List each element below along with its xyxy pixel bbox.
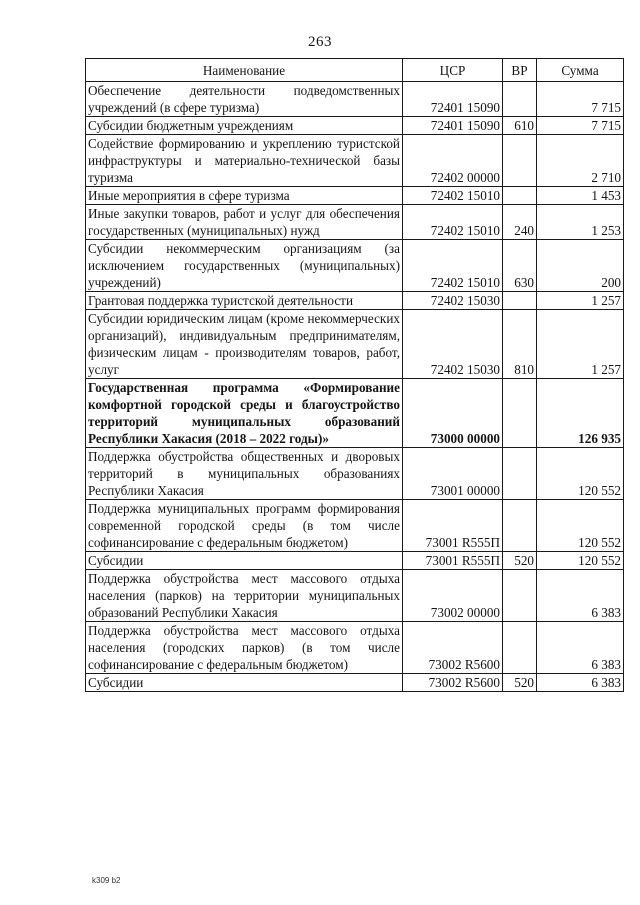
cell-name: Субсидии [86,552,403,570]
cell-csr: 72402 15010 [403,205,503,240]
cell-vr [503,570,537,622]
table-row [86,205,624,240]
cell-csr: 72402 15010 [403,187,503,205]
cell-csr: 73002 R5600 [403,674,503,692]
cell-sum: 6 383 [537,622,624,674]
footer-code: k309 b2 [92,876,121,885]
table-row [86,310,624,379]
cell-csr: 72401 15090 [403,117,503,135]
cell-vr [503,500,537,552]
cell-sum: 120 552 [537,448,624,500]
cell-csr: 72401 15090 [403,82,503,117]
cell-csr: 73001 R555П [403,552,503,570]
table-row [86,500,624,552]
table-row [86,187,624,205]
header-name: Наименование [86,59,403,82]
budget-table [85,58,624,692]
cell-sum: 1 453 [537,187,624,205]
cell-name: Субсидии [86,674,403,692]
cell-csr: 73000 00000 [403,379,503,448]
cell-csr: 73002 R5600 [403,622,503,674]
table-row [86,448,624,500]
cell-vr [503,379,537,448]
cell-vr: 240 [503,205,537,240]
table-row [86,240,624,292]
cell-sum: 126 935 [537,379,624,448]
cell-vr: 520 [503,552,537,570]
cell-sum: 200 [537,240,624,292]
cell-name: Поддержка обустройства общественных и дворовых территорий в муниципальных образованиях Республики Хакасия [86,448,403,500]
cell-sum: 7 715 [537,117,624,135]
cell-name: Государственная программа «Формирование комфортной городской среды и благоустройство территорий муниципальных образований Республики Хакасия (2018 – 2022 годы)» [86,379,403,448]
cell-name: Грантовая поддержка туристской деятельности [86,292,403,310]
cell-sum: 1 257 [537,292,624,310]
cell-vr [503,292,537,310]
cell-sum: 120 552 [537,500,624,552]
cell-csr: 72402 15030 [403,292,503,310]
table-row [86,674,624,692]
cell-vr [503,622,537,674]
cell-sum: 120 552 [537,552,624,570]
cell-sum: 1 253 [537,205,624,240]
cell-csr: 72402 15030 [403,310,503,379]
table-row [86,82,624,117]
cell-name: Субсидии некоммерческим организациям (за исключением государственных (муниципальных) учреждений) [86,240,403,292]
table-row [86,379,624,448]
cell-vr: 520 [503,674,537,692]
cell-csr: 72402 00000 [403,135,503,187]
table-body [86,82,624,692]
cell-csr: 73002 00000 [403,570,503,622]
table-header-row [86,59,624,82]
cell-csr: 73001 00000 [403,448,503,500]
cell-name: Содействие формированию и укреплению туристской инфраструктуры и материально-технической базы туризма [86,135,403,187]
table-row [86,552,624,570]
cell-name: Поддержка обустройства мест массового отдыха населения (городских парков) (в том числе софинансирование с федеральным бюджетом) [86,622,403,674]
cell-vr [503,448,537,500]
table-row [86,117,624,135]
cell-name: Иные закупки товаров, работ и услуг для обеспечения государственных (муниципальных) нужд [86,205,403,240]
table-row [86,622,624,674]
header-csr: ЦСР [403,59,503,82]
cell-vr: 810 [503,310,537,379]
header-vr: ВР [503,59,537,82]
cell-vr [503,187,537,205]
cell-name: Субсидии бюджетным учреждениям [86,117,403,135]
cell-name: Поддержка муниципальных программ формирования современной городской среды (в том числе софинансирование с федеральным бюджетом) [86,500,403,552]
cell-sum: 7 715 [537,82,624,117]
cell-name: Иные мероприятия в сфере туризма [86,187,403,205]
cell-name: Поддержка обустройства мест массового отдыха населения (парков) на территории муниципальных образований Республики Хакасия [86,570,403,622]
cell-vr [503,82,537,117]
table-row [86,135,624,187]
cell-sum: 6 383 [537,570,624,622]
cell-csr: 73001 R555П [403,500,503,552]
cell-name: Обеспечение деятельности подведомственных учреждений (в сфере туризма) [86,82,403,117]
cell-sum: 2 710 [537,135,624,187]
header-sum: Сумма [537,59,624,82]
table-row [86,292,624,310]
cell-vr: 610 [503,117,537,135]
cell-sum: 6 383 [537,674,624,692]
page-number: 263 [308,34,332,50]
cell-vr: 630 [503,240,537,292]
cell-sum: 1 257 [537,310,624,379]
table-row [86,570,624,622]
cell-name: Субсидии юридическим лицам (кроме некоммерческих организаций), индивидуальным предпринимателям, физическим лицам - производителям товаров, работ, услуг [86,310,403,379]
cell-csr: 72402 15010 [403,240,503,292]
cell-vr [503,135,537,187]
